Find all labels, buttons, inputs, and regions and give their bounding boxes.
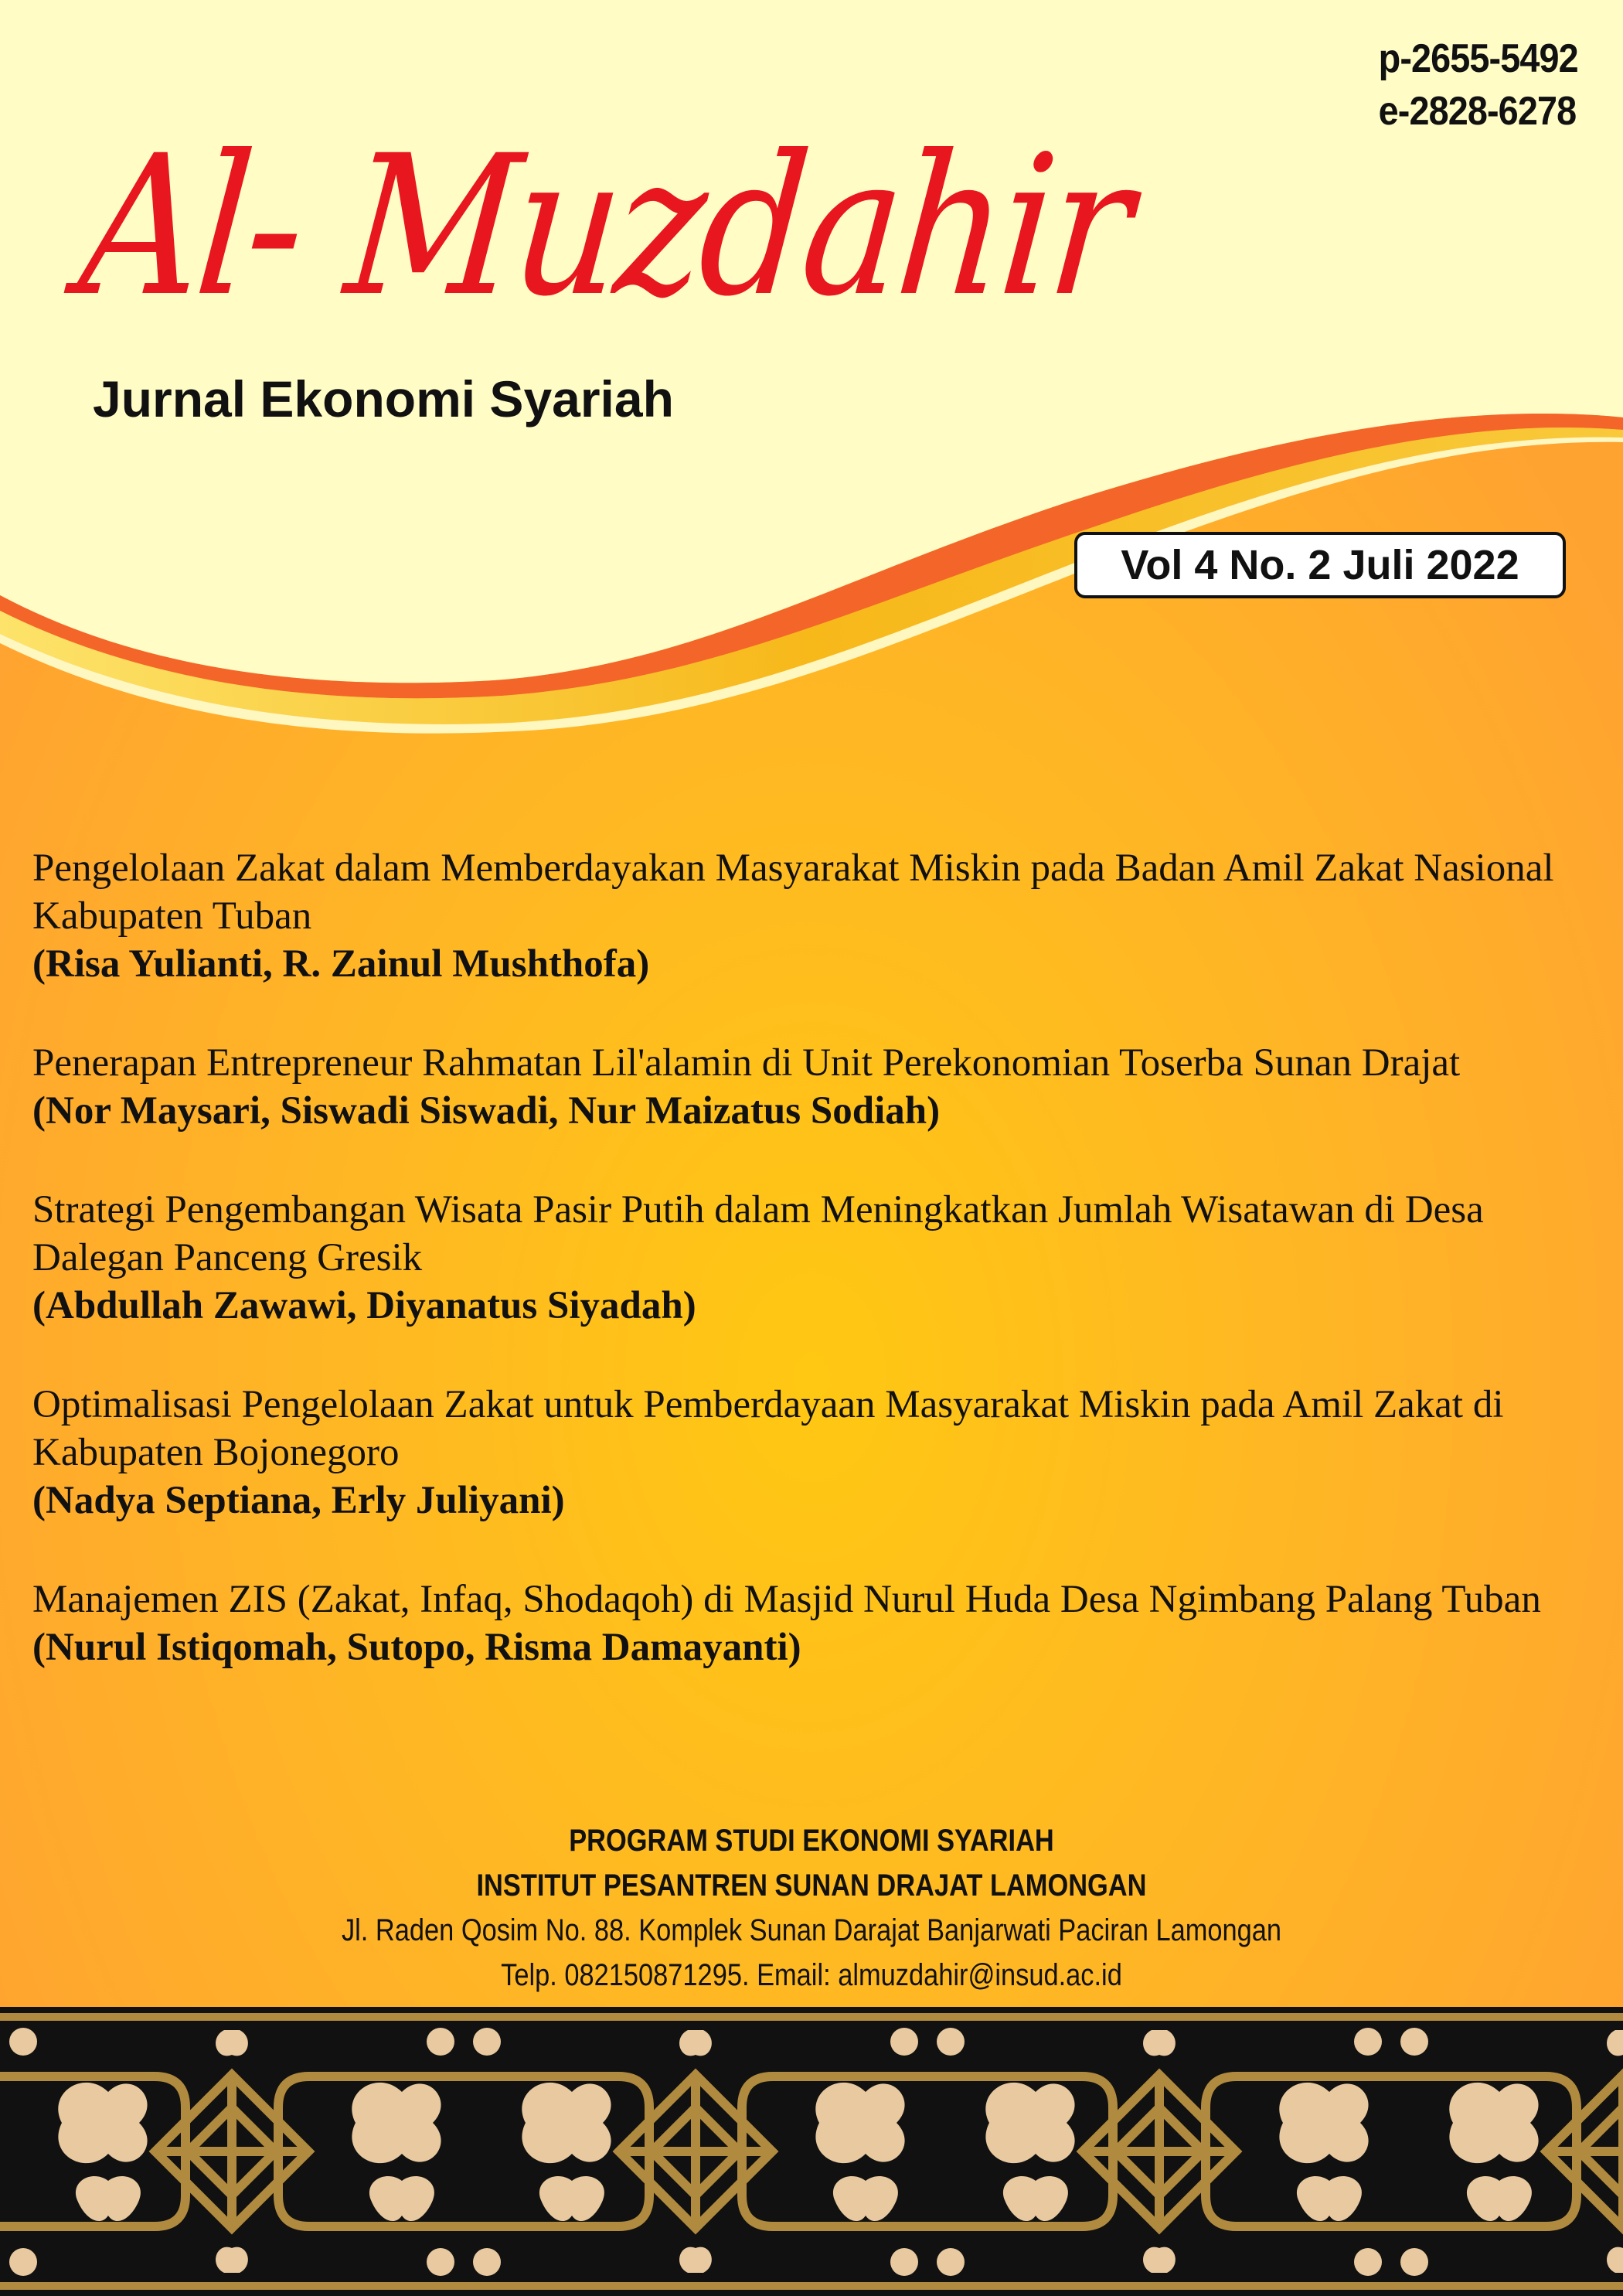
institute-name: INSTITUT PESANTREN SUNAN DRAJAT LAMONGAN bbox=[476, 1868, 1147, 1903]
article-item bbox=[32, 1039, 1594, 1135]
volume-badge bbox=[1074, 532, 1566, 598]
article-title: Manajemen ZIS (Zakat, Infaq, Shodaqoh) di Masjid Nurul Huda Desa Ngimbang Palang Tuban bbox=[32, 1578, 1541, 1621]
article-authors: (Nurul Istiqomah, Sutopo, Risma Damayanti) bbox=[32, 1626, 801, 1669]
volume-label: Vol 4 No. 2 Juli 2022 bbox=[1121, 542, 1519, 588]
article-title: Optimalisasi Pengelolaan Zakat untuk Pemberdayaan Masyarakat Miskin pada Amil Zakat di Kabupaten Bojonegoro bbox=[32, 1383, 1504, 1474]
program-name: PROGRAM STUDI EKONOMI SYARIAH bbox=[569, 1824, 1054, 1858]
publisher-address: Jl. Raden Qosim No. 88. Komplek Sunan Darajat Banjarwati Paciran Lamongan bbox=[341, 1913, 1282, 1947]
publisher-contact: Telp. 082150871295. Email: almuzdahir@insud.ac.id bbox=[501, 1958, 1122, 1992]
ornament-pattern bbox=[0, 2007, 1623, 2296]
article-title: Strategi Pengembangan Wisata Pasir Putih dalam Meningkatkan Jumlah Wisatawan di Desa Dalegan Panceng Gresik bbox=[32, 1188, 1484, 1279]
article-authors: (Nadya Septiana, Erly Juliyani) bbox=[32, 1479, 565, 1522]
article-item bbox=[32, 1381, 1594, 1524]
publisher-info bbox=[0, 1818, 1623, 1998]
article-authors: (Abdullah Zawawi, Diyanatus Siyadah) bbox=[32, 1284, 696, 1327]
journal-title: Al- Muzdahir bbox=[72, 114, 1137, 339]
article-title: Penerapan Entrepreneur Rahmatan Lil'alamin di Unit Perekonomian Toserba Sunan Drajat bbox=[32, 1041, 1461, 1085]
issn-block bbox=[1379, 32, 1578, 138]
article-authors: (Nor Maysari, Siswadi Siswadi, Nur Maizatus Sodiah) bbox=[32, 1089, 941, 1133]
article-item bbox=[32, 1186, 1594, 1330]
article-list bbox=[32, 844, 1594, 1722]
article-authors: (Risa Yulianti, R. Zainul Mushthofa) bbox=[32, 942, 650, 986]
issn-electronic: e-2828-6278 bbox=[1378, 89, 1577, 134]
journal-subtitle: Jurnal Ekonomi Syariah bbox=[93, 370, 674, 428]
article-item bbox=[32, 844, 1594, 988]
article-title: Pengelolaan Zakat dalam Memberdayakan Masyarakat Miskin pada Badan Amil Zakat Nasional Kabupaten Tuban bbox=[32, 847, 1554, 938]
batik-ornament-border bbox=[0, 2007, 1623, 2296]
issn-print: p-2655-5492 bbox=[1378, 36, 1578, 81]
article-item bbox=[32, 1576, 1594, 1671]
